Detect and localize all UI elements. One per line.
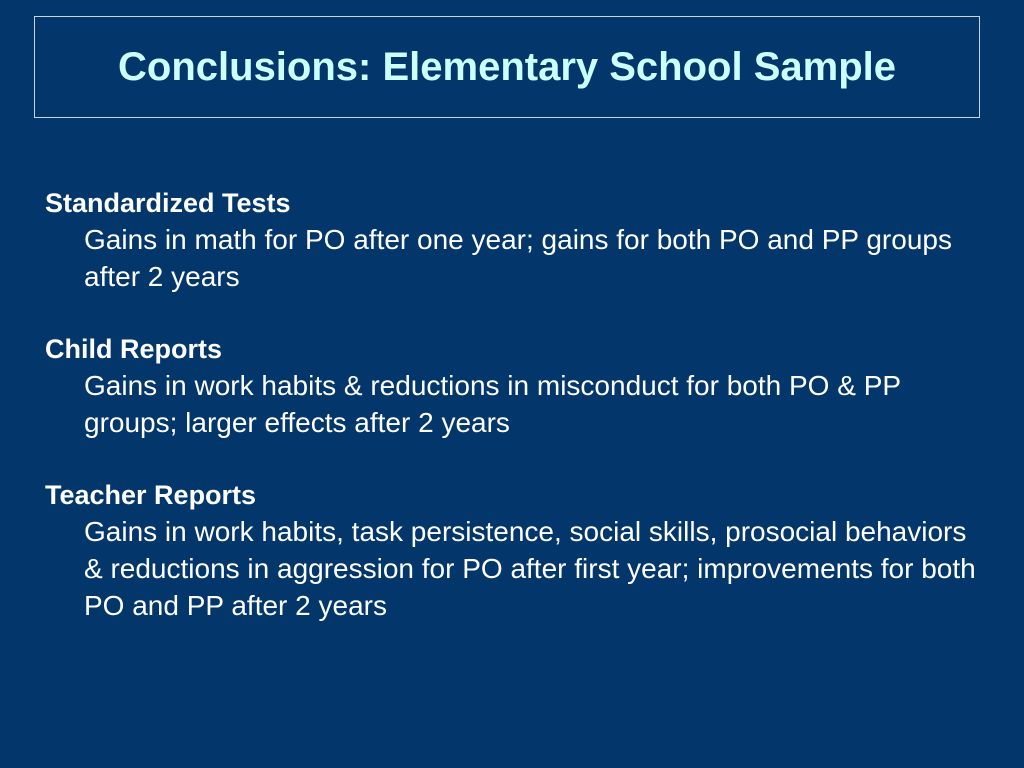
section-child-reports (45, 331, 995, 441)
section-body: Gains in math for PO after one year; gains for both PO and PP groups after 2 years (84, 224, 952, 292)
section-standardized-tests (45, 185, 995, 295)
section-heading: Teacher Reports (45, 480, 257, 510)
slide-title: Conclusions: Elementary School Sample (118, 45, 896, 89)
title-box (34, 16, 980, 118)
section-heading: Standardized Tests (45, 188, 291, 218)
section-body: Gains in work habits & reductions in misconduct for both PO & PP groups; larger effects after 2 years (84, 370, 901, 438)
section-teacher-reports (45, 477, 995, 624)
slide-content (45, 185, 995, 624)
section-heading: Child Reports (45, 334, 223, 364)
section-body: Gains in work habits, task persistence, social skills, prosocial behaviors & reductions in aggression for PO after first year; improvements for both PO and PP after 2 years (84, 516, 976, 621)
